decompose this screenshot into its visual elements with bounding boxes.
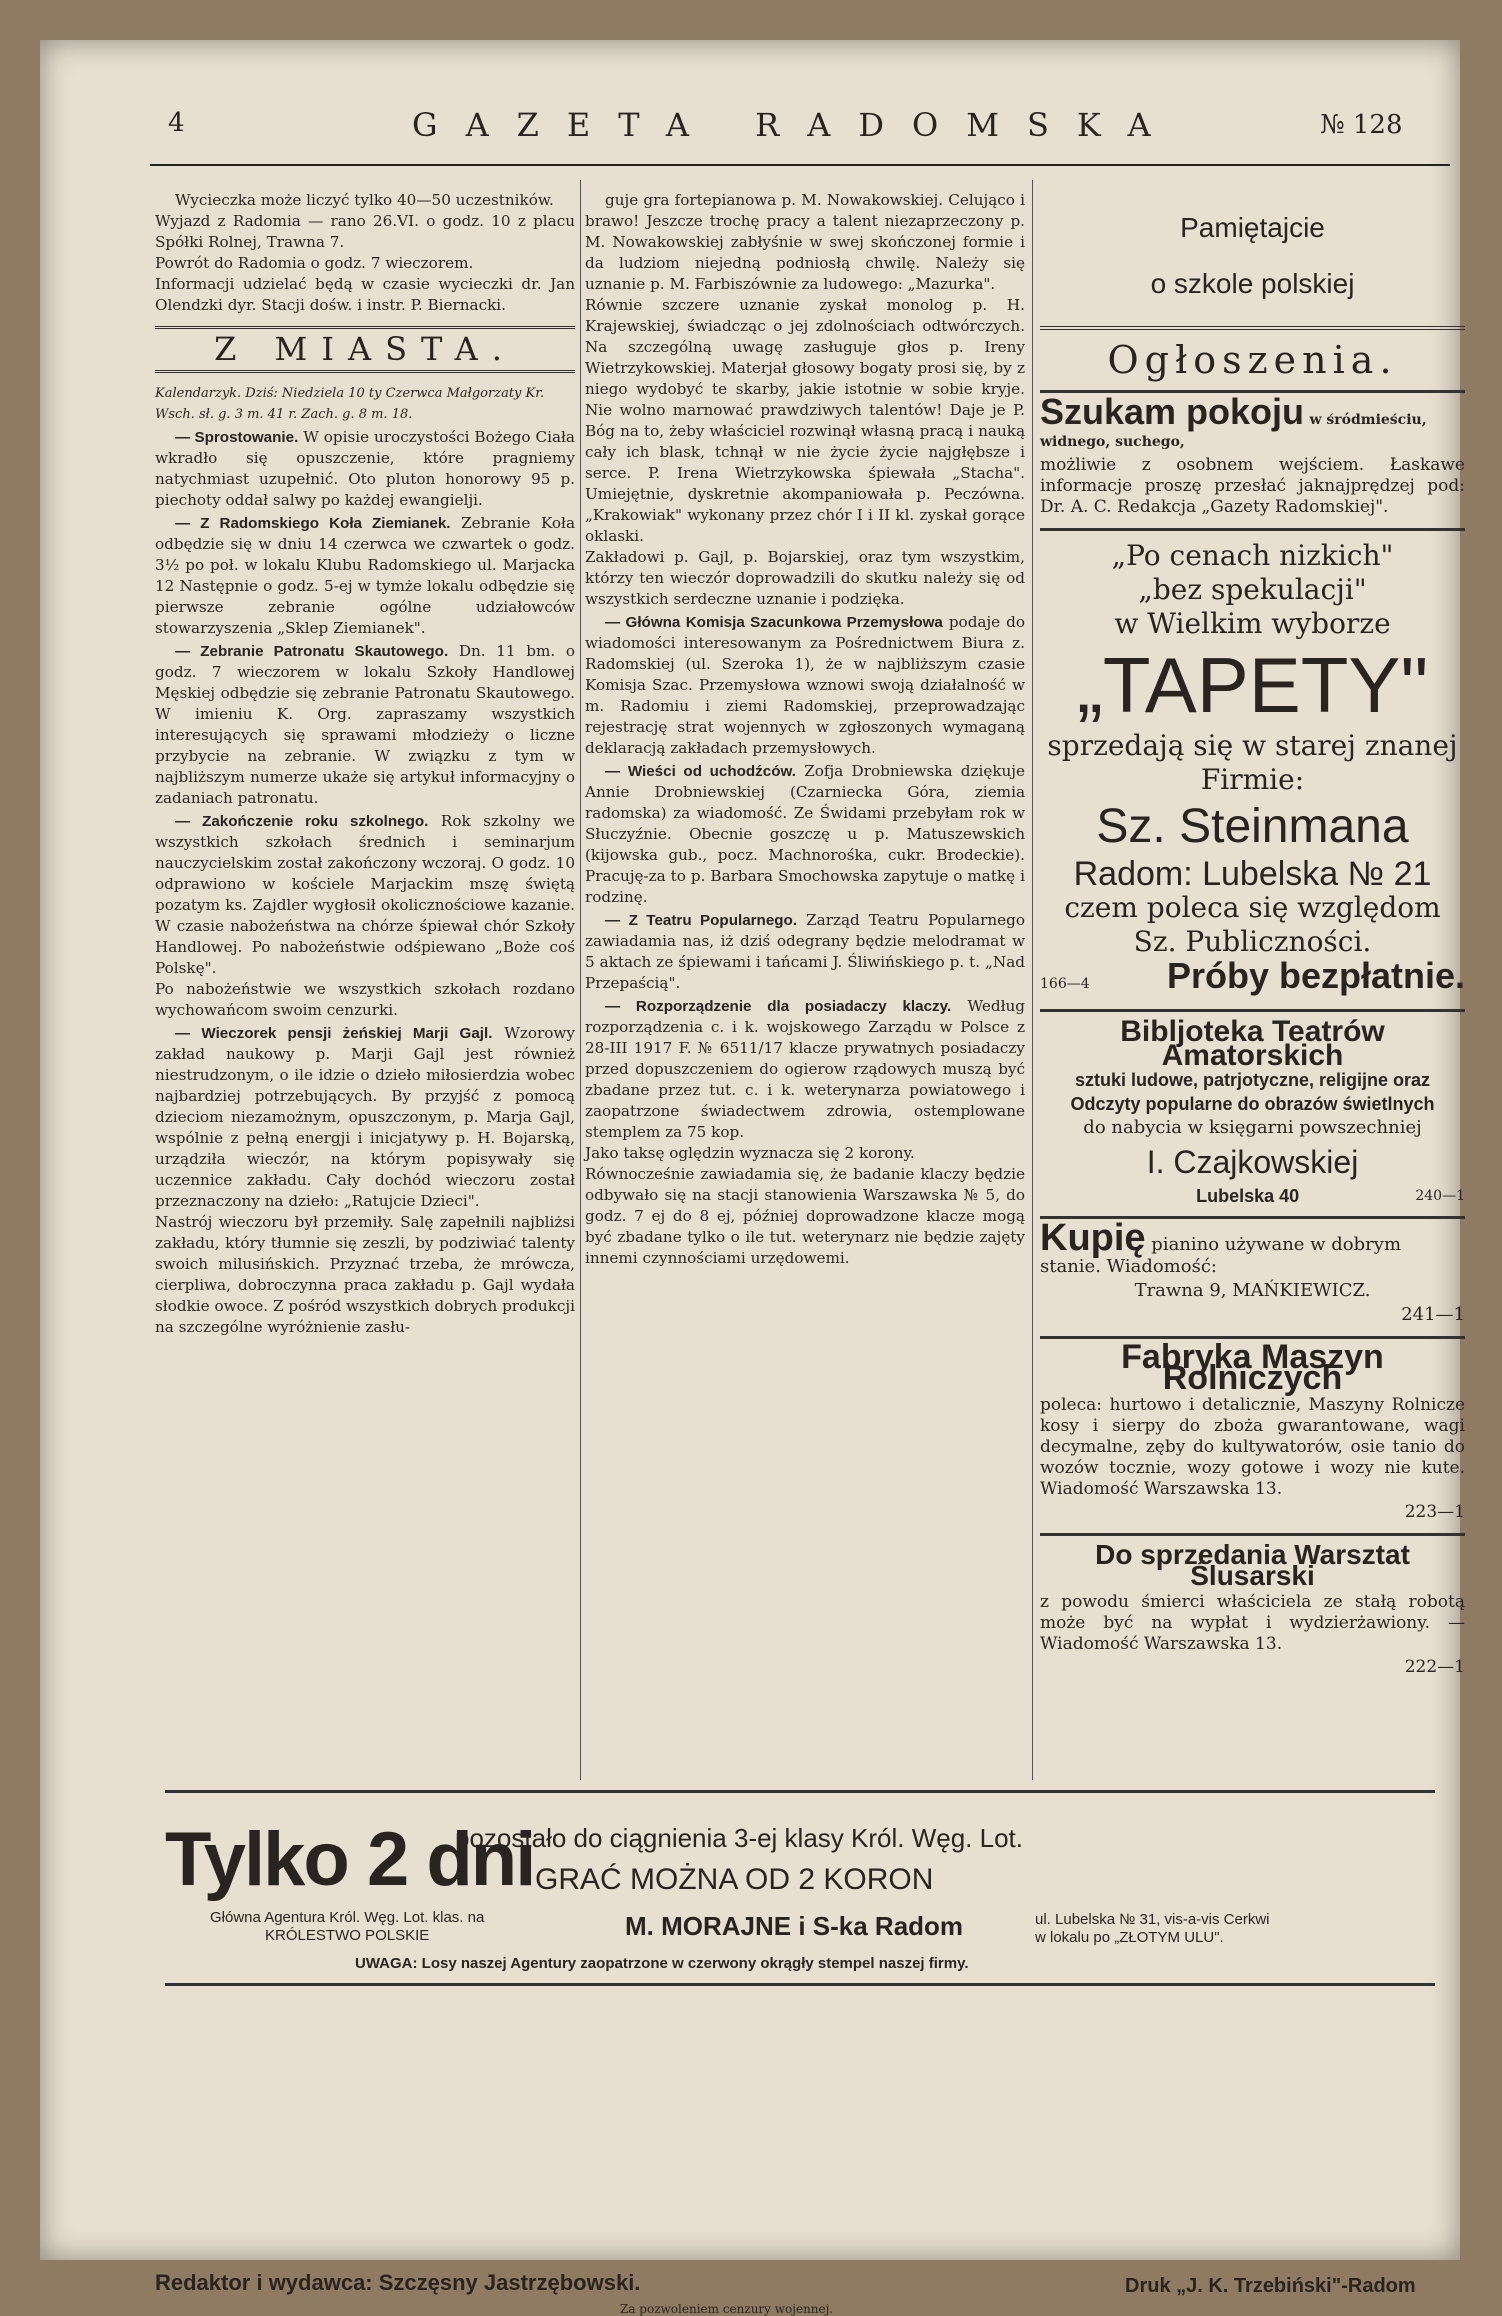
shop-name: I. Czajkowskiej (1146, 1144, 1359, 1180)
ad-text: sprzedają się w starej znanej Firmie: (1047, 729, 1458, 796)
ad-text: sztuki ludowe, patrjotyczne, religijne oraz Odczyty popularne do obrazów świetlnych (1070, 1070, 1435, 1114)
article-text: Zofja Drobniewska dziękuje Annie Drobniewskiej (Czarniecka Góra, ziemia radomska) za wiadomość. Ze Świdami przebyłam rok w Słuczyźnie. Obecnie goszczę u p. Matuszewskich (kijowska gub., pocz. Machnorośka, cukr. Brodeckie). Pracuję-za to p. Barbara Smochowska zapytuje o matkę i rodzinę. (585, 762, 1026, 906)
headline: — Wieczorek pensji żeńskiej Marji Gajl. (175, 1025, 493, 1042)
divider (155, 326, 575, 329)
headline: — Wieści od uchodźców. (605, 763, 796, 780)
article-text: Dn. 11 bm. o godz. 7 wieczorem w lokalu Szkoły Handlowej Męskiej odbędzie się zebranie Patronatu Skautowego. W imieniu K. Org. zapraszamy wszystkich interesujących się sprawami młodzieży o liczne przybycie na zebranie. W związku z tym w najbliższym numerze ukaże się artykuł informacyjny o zadaniach patronatu. (155, 642, 575, 807)
article-text: Zebranie Koła odbędzie się w dniu 14 czerwca we czwartek o godz. 3½ po poł. w lokalu Klubu Radomskiego ul. Marjacka 12 Następnie o godz. 5-ej w tymże lokalu odbędzie się pierwsze zebranie ogólne udziałowców stowarzyszenia „Sklep Ziemianek". (155, 514, 576, 637)
column-3-ads (1040, 190, 1465, 1688)
column-separator (580, 180, 581, 1780)
article-text: guje gra fortepianowa p. M. Nowakowskiej. Celująco i brawo! Jeszcze trochę pracy a talent niezaprzeczony p. M. Nowakowskiej zabłyśnie w swej skończonej formie i da ludziom niejedną podniosłą chwilę. Należy się uznanie p. M. Farbiszównie za ludowego: „Mazurka". Równie szczere uznanie zyskał monolog p. H. Krajewskiej, świadcząc o jej zdolnościach odtwórczych. Na szczególną uwagę zasługuje głos p. Ireny Wietrzykowskiej. Materjał głosowy bogaty prosi się, by z niego wydobyć te skarby, jakie istotnie w sobie kryje. Nie wolno marnować prawdziwych talentów! Daje je P. Bóg na to, żeby właściciel rozwinął własną pracą i nauką cały ich blask, tchnął w nie życie życie najgłębsze i serce. P. Irena Wietrzykowska śpiewała „Stacha". Umiejętnie, dyskretnie akompaniowała p. Peczówna. „Krakowiak" wykonany przez chór I i II kl. zyskał gorące oklaski. Zakładowi p. Gajl, p. Bojarskiej, oraz tym wszystkim, którzy ten wieczór doprowadzili do skutku należy się od wszystkich serdeczne uznanie i podzięka. (585, 191, 1025, 608)
ad-code: 222—1 (1404, 1657, 1465, 1677)
lottery-ad (165, 1790, 1435, 2153)
masthead-bar (40, 100, 1460, 160)
firm-address: Radom: Lubelska № 21 (1073, 855, 1432, 893)
headline: — Z Radomskiego Koła Ziemianek. (175, 515, 451, 532)
article-text: Według rozporządzenia c. i k. wojskowego Zarządu w Polsce z 28-III 1917 F. № 6511/17 klacze prywatnych posiadaczy przed dopuszczeniem do ogierow rządowych muszą być zbadane przez tut. c. i k. weterynarza powiatowego i zaopatrzone świadectwem zdrowia, ostemplowane stemplem za 75 kop. Jako taksę oględzin wyznacza się 2 korony. Równocześnie zawiadamia się, że badanie klaczy będzie odbywało się na stacji stanowienia Warszawska № 5, do godz. 7 ej do 8 ej, później doprowadzone klacze mogą być zbadane tylko o ile tut. weterynarz nie będzie zajęty innemi czynnościami urzędowemi. (585, 997, 1026, 1267)
remember-notice: Pamiętajcie o szkole polskiej (1150, 212, 1355, 299)
ad-text: czem poleca się względom Sz. Publiczności. (1064, 891, 1441, 958)
ad-code: 166—4 (1040, 976, 1090, 992)
ad-headline: „TAPETY" (1076, 641, 1429, 729)
ad-headline: Kupię (1040, 1217, 1146, 1259)
divider (165, 1983, 1435, 1986)
lottery-text: pozostało do ciągnienia 3-ej klasy Król. Węg. Lot. (455, 1823, 1023, 1853)
ad-text: Trawna 9, MAŃKIEWICZ. (1134, 1280, 1371, 1301)
lottery-headline: Tylko 2 dni (165, 1817, 535, 1902)
headline: — Z Teatru Popularnego. (605, 912, 798, 929)
article-text: Zarząd Teatru Popularnego zawiadamia nas, iż dziś odegrany będzie melodramat w 5 aktach ze śpiewami i tańcami J. Śliwińskiego p. t. „Nad Przepaścią". (585, 911, 1025, 992)
ad-tapety (1040, 528, 1465, 1009)
footer-print: Druk „J. K. Trzebiński"-Radom (1125, 2275, 1416, 2297)
ad-headline: Szukam pokoju (1040, 391, 1305, 432)
ad-text: do nabycia w księgarni powszechniej (1083, 1117, 1422, 1138)
firm-name: Sz. Steinmana (1096, 800, 1409, 853)
ad-text: Próby bezpłatnie. (1166, 955, 1465, 996)
ad-text: pianino używane w dobrym stanie. Wiadomość: (1040, 1234, 1402, 1277)
footer-censor: Za pozwoleniem cenzury wojennej. (620, 2302, 834, 2316)
article-text: W opisie uroczystości Bożego Ciała wkradło się opuszczenie, które pragniemy natychmiast uzupełnić. Oto pluton honorowy 95 p. piechoty oddał salwy po każdej ewangielji. (155, 428, 575, 509)
newspaper-page (40, 40, 1465, 2316)
ad-text: poleca: hurtowo i detalicznie, Maszyny Rolnicze kosy i sierpy do zboża gwarantowane, wagi decymalne, zęby do kultywatorów, osie tanio do wozów tocznie, wozy gotowe i wozy nie kute. Wiadomość Warszawska 13. (1040, 1395, 1465, 1499)
header-rule (150, 164, 1450, 166)
section-title: Z MIASTA. (214, 330, 516, 368)
calendar: Kalendarzyk. Dziś: Niedziela 10 ty Czerwca Małgorzaty Kr. Wsch. sł. g. 3 m. 41 r. Zach. g. 8 m. 18. (155, 386, 545, 422)
article-text: podaje do wiadomości interesowanym za Pośrednictwem Biura z. Radomskiej (ul. Szeroka 1), że w najbliższym czasie Komisja Szac. Przemysłowa wznowi swoją działalność w m. Radomiu i ziemi Radomskiej, przeprowadzając rejestrację strat wojennych w zgłoszonych wymaganą deklaracją zakładach przemysłowych. (585, 613, 1025, 757)
page-number: 4 (168, 108, 185, 138)
column-separator (1032, 180, 1033, 1780)
trip-notice: Wycieczka może liczyć tylko 40—50 uczestników. Wyjazd z Radomia — rano 26.VI. o godz. 10 z placu Spółki Rolnej, Trawna 7. Powrót do Radomia o godz. 7 wieczorem. Informacji udzielać będą w czasie wycieczki dr. Jan Olendzki dyr. Stacji dośw. i instr. P. Biernacki. (155, 191, 575, 314)
issue-number: № 128 (1320, 110, 1403, 140)
lottery-text: GRAĆ MOŻNA OD 2 KORON (535, 1863, 934, 1896)
ad-headline: Do sprzedania Warsztat Ślusarski (1095, 1539, 1410, 1591)
ad-headline: Fabryka Maszyn Rolniczych (1121, 1338, 1384, 1397)
divider (155, 370, 575, 373)
ad-code: 241—1 (1401, 1304, 1465, 1325)
ad-code: 240—1 (1415, 1188, 1465, 1204)
ad-workshop (1040, 1533, 1465, 1688)
lottery-warning: UWAGA: Losy naszej Agentury zaopatrzone w czerwony okrągły stempel naszej firmy. (355, 1955, 969, 1972)
ad-text: z powodu śmierci właściciela ze stałą robotą może być na wypłat i wydzierżawiony. — Wiadomość Warszawska 13. (1040, 1592, 1465, 1654)
article-text: Rok szkolny we wszystkich szkołach średnich i seminarjum nauczycielskim został zakończony wczoraj. O godz. 10 odprawiono w kościele Marjackim mszę świętą pozatym ks. Zajdler wygłosił okolicznościowe kazanie. W czasie nabożeństwa na chórze śpiewał chór Szkoły Handlowej. Po nabożeństwie odśpiewano „Boże coś Polskę". Po nabożeństwie we wszystkich szkołach rozdano wychowańcom swoim cenzurki. (155, 812, 575, 1019)
ad-code: 223—1 (1404, 1502, 1465, 1522)
masthead: GAZETA RADOMSKA (412, 106, 1179, 144)
ad-piano (1040, 1216, 1465, 1336)
ad-headline: Bibljoteka Teatrów Amatorskich (1120, 1015, 1385, 1072)
column-1 (155, 190, 575, 1340)
headline: — Rozporządzenie dla posiadaczy klaczy. (605, 998, 952, 1015)
lottery-address: ul. Lubelska № 31, vis-a-vis Cerkwi w lokalu po „ZŁOTYM ULU". (1035, 1911, 1270, 1946)
ad-text: w śródmieściu, widnego, suchego, (1040, 412, 1427, 450)
article-text: Wzorowy zakład naukowy p. Marji Gajl jest również niestrudzonym, o ile idzie o dzieło miłosierdzia wobec najbardziej potrzebujących. By przyjść z pomocą dzieciom niezamożnym, opuszczonym, p. Marja Gajl, wspólnie z pełną energji i inicjatywy p. H. Bojarską, urządziła wieczór, na którym popisywały się uczennice zakładu. Cały dochód wieczoru został przeznaczony na dzieło: „Ratujcie Dzieci". Nastrój wieczoru był przemiły. Salę zapełnili najbliżsi zakładu, który tłumnie się zeszli, by podziwiać talenty swoich milusińskich. Przyznać trzeba, że mrówcza, cierpliwa, dobroczynna praca zakładu p. Gajl wydała słodkie owoce. Z pośród wszystkich dobrych produkcji na szczególne wyróżnienie zasłu- (155, 1024, 575, 1336)
lottery-agency: Główna Agentura Król. Węg. Lot. klas. na KRÓLESTWO POLSKIE (210, 1909, 485, 1944)
ad-text: możliwie z osobnem wejściem. Łaskawe informacje proszę przesłać jaknajprędzej pod: Dr. A. C. Redakcja „Gazety Radomskiej". (1040, 455, 1465, 517)
headline: — Główna Komisja Szacunkowa Przemysłowa (605, 614, 943, 631)
ads-title: Ogłoszenia. (1040, 326, 1465, 390)
headline: — Sprostowanie. (175, 429, 299, 446)
headline: — Zebranie Patronatu Skautowego. (175, 643, 449, 660)
lottery-firm: M. MORAJNE i S-ka Radom (625, 1911, 964, 1941)
ad-machines (1040, 1336, 1465, 1533)
footer-editor: Redaktor i wydawca: Szczęsny Jastrzębowski. (155, 2270, 641, 2295)
ad-room (1040, 390, 1465, 528)
headline: — Zakończenie roku szkolnego. (175, 813, 429, 830)
shop-address: Lubelska 40 (1196, 1186, 1300, 1206)
ad-text: „Po cenach nizkich" „bez spekulacji" w Wielkim wyborze (1111, 539, 1394, 640)
column-2 (585, 190, 1025, 1271)
ad-library (1040, 1009, 1465, 1216)
